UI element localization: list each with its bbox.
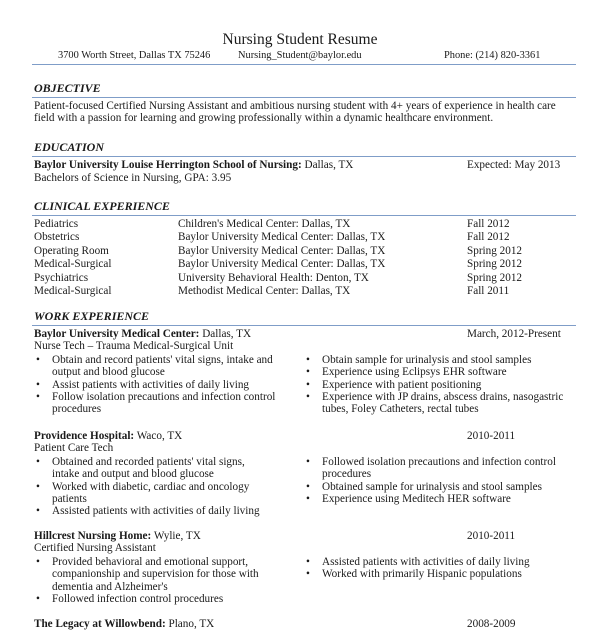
job-duty-text: procedures (322, 468, 372, 481)
clinical-area: Obstetrics (34, 231, 80, 244)
education-heading: EDUCATION (34, 140, 105, 154)
education-school-line (34, 159, 353, 171)
clinical-place: Baylor University Medical Center: Dallas, TX (178, 244, 386, 257)
bullet-icon: • (306, 555, 310, 568)
job-duty-text: Assist patients with activities of daily living (52, 378, 250, 391)
job-employer-line (34, 430, 182, 442)
clinical-term: Spring 2012 (467, 258, 523, 271)
job-duty-text: Worked with primarily Hispanic populations (322, 568, 522, 581)
job-date: 2008-2009 (467, 618, 516, 630)
job-duty-text: dementia and Alzheimer's (52, 580, 168, 593)
job-date: 2010-2011 (467, 530, 516, 542)
job-employer: Baylor University Medical Center: (34, 328, 200, 340)
contact-address: 3700 Worth Street, Dallas TX 75246 (58, 50, 211, 61)
job-duty-text: Obtained and recorded patients' vital signs, (52, 455, 245, 468)
objective-text: Patient-focused Certified Nursing Assistant and ambitious nursing student with 4+ years of experience in health care field with a passion for learning and growing professionally within a dynamic healthcare environment. (34, 100, 556, 125)
clinical-rule (32, 215, 576, 216)
job-location: Wylie, TX (151, 530, 201, 542)
clinical-area: Operating Room (34, 244, 109, 257)
clinical-place: Children's Medical Center: Dallas, TX (178, 218, 351, 230)
bullet-icon: • (306, 455, 310, 468)
bullet-icon: • (36, 378, 40, 391)
job-duty-text: Obtain and record patients' vital signs, intake and (52, 353, 273, 366)
job-date: March, 2012-Present (467, 328, 561, 340)
job-employer-line (34, 328, 251, 340)
bullet-icon: • (306, 568, 310, 581)
header-rule (32, 64, 576, 65)
job-employer-line (34, 618, 214, 630)
job-duty-text: Provided behavioral and emotional support, (52, 555, 249, 568)
clinical-place: Baylor University Medical Center: Dallas, TX (178, 258, 386, 271)
job-role: Patient Care Tech (34, 442, 114, 455)
bullet-icon: • (306, 366, 310, 379)
job-duty-text: Followed infection control procedures (52, 593, 224, 605)
education-date: Expected: May 2013 (467, 159, 561, 171)
bullet-icon: • (36, 480, 40, 493)
contact-phone: Phone: (214) 820-3361 (444, 50, 541, 61)
job-duty-text: Followed isolation precautions and infection control (322, 455, 556, 468)
work-rule (32, 325, 576, 326)
job-location: Waco, TX (134, 430, 183, 442)
clinical-area: Medical-Surgical (34, 285, 112, 297)
job-duty-text: companionship and supervision for those with (52, 568, 259, 581)
education-school: Baylor University Louise Herrington School of Nursing: (34, 159, 302, 171)
bullet-icon: • (36, 555, 40, 568)
job-location: Dallas, TX (199, 328, 252, 340)
job-employer: The Legacy at Willowbend: (34, 618, 166, 630)
job-duty-text: Assisted patients with activities of daily living (322, 555, 530, 568)
clinical-area: Medical-Surgical (34, 258, 112, 271)
job-duty-text: Experience with JP drains, abscess drains, nasogastric (322, 391, 564, 403)
job-role: Certified Nursing Assistant (34, 542, 156, 555)
job-date: 2010-2011 (467, 430, 516, 442)
job-duty-text: output and blood glucose (52, 366, 165, 379)
clinical-place: University Behavioral Health: Denton, TX (178, 271, 369, 284)
job-duty-text: Experience using Meditech HER software (322, 493, 511, 505)
clinical-term: Fall 2011 (467, 285, 510, 297)
job-duty-text: procedures (52, 403, 102, 416)
job-duty-text: intake and output and blood glucose (52, 468, 214, 481)
bullet-icon: • (36, 353, 40, 366)
bullet-icon: • (306, 480, 310, 493)
job-duty-text: Assisted patients with activities of daily living (52, 505, 260, 518)
clinical-heading: CLINICAL EXPERIENCE (34, 199, 170, 213)
bullet-icon: • (306, 391, 310, 403)
clinical-area: Psychiatrics (34, 271, 89, 284)
job-employer-line (34, 530, 201, 542)
job-employer: Providence Hospital: (34, 430, 135, 442)
objective-heading: OBJECTIVE (34, 81, 101, 95)
objective-rule (32, 97, 576, 98)
job-employer: Hillcrest Nursing Home: (34, 530, 152, 542)
education-location: Dallas, TX (301, 159, 354, 171)
clinical-place: Methodist Medical Center: Dallas, TX (178, 285, 351, 297)
bullet-icon: • (306, 353, 310, 366)
job-duty-text: Experience with patient positioning (322, 378, 482, 391)
clinical-place: Baylor University Medical Center: Dallas, TX (178, 231, 386, 244)
clinical-term: Fall 2012 (467, 218, 510, 230)
job-duty-text: Worked with diabetic, cardiac and oncology (52, 480, 250, 493)
clinical-area: Pediatrics (34, 218, 79, 230)
bullet-icon: • (36, 593, 40, 605)
education-rule (32, 156, 576, 157)
bullet-icon: • (306, 378, 310, 391)
contact-email: Nursing_Student@baylor.edu (238, 50, 362, 61)
education-degree: Bachelors of Science in Nursing, GPA: 3.95 (34, 172, 232, 184)
job-role: Nurse Tech – Trauma Medical-Surgical Unit (34, 340, 234, 353)
job-duty-text: tubes, Foley Catheters, rectal tubes (322, 403, 479, 416)
work-heading: WORK EXPERIENCE (34, 309, 150, 323)
job-location: Plano, TX (165, 618, 215, 630)
resume-title: Nursing Student Resume (222, 31, 378, 48)
clinical-term: Spring 2012 (467, 244, 523, 257)
job-duty-text: Obtained sample for urinalysis and stool samples (322, 480, 542, 493)
job-duty-text: patients (52, 493, 87, 505)
clinical-term: Spring 2012 (467, 271, 523, 284)
bullet-icon: • (36, 455, 40, 468)
job-duty-text: Follow isolation precautions and infection control (52, 391, 276, 403)
bullet-icon: • (36, 391, 40, 403)
bullet-icon: • (36, 505, 40, 518)
bullet-icon: • (306, 493, 310, 505)
job-duty-text: Obtain sample for urinalysis and stool samples (322, 353, 532, 366)
job-duty-text: Experience using Eclipsys EHR software (322, 366, 507, 379)
clinical-term: Fall 2012 (467, 231, 510, 244)
